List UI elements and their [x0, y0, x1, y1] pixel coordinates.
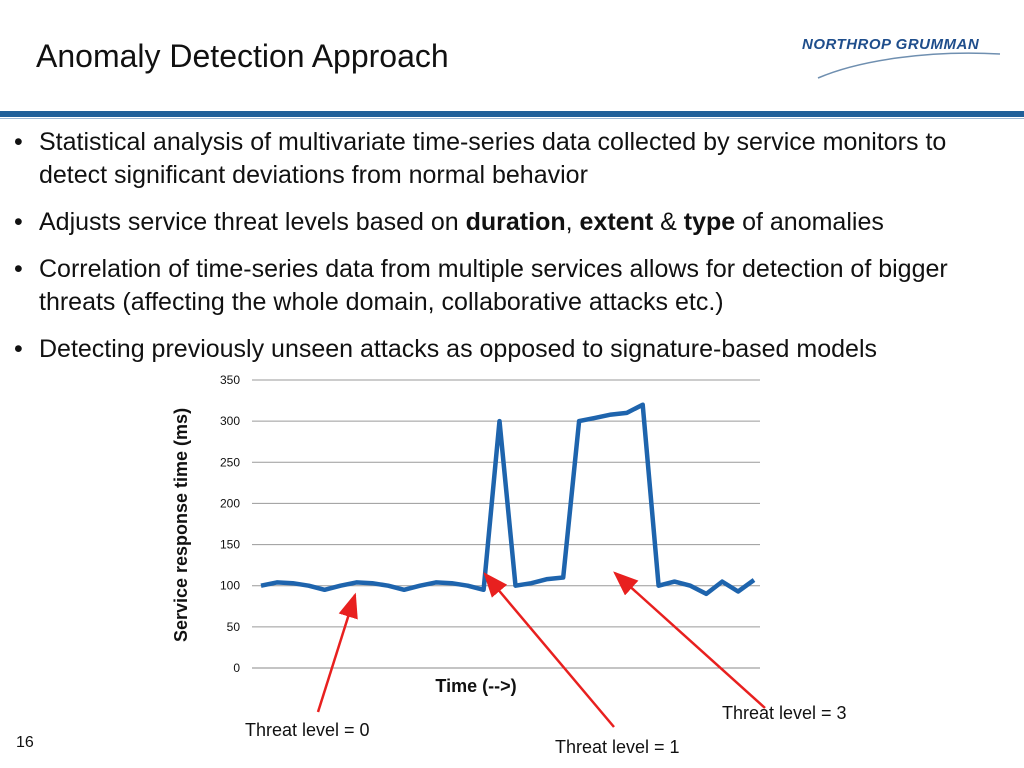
slide-title: Anomaly Detection Approach	[36, 38, 449, 74]
bold-extent: extent	[579, 208, 654, 236]
page-number: 16	[16, 734, 34, 751]
callout-threat-level-1: Threat level = 1	[555, 737, 680, 757]
bold-duration: duration	[465, 208, 566, 236]
arrow-threat-3	[615, 573, 765, 708]
bullet-separator: ,	[565, 208, 580, 236]
y-tick-labels	[220, 373, 240, 675]
y-tick-label: 350	[219, 373, 240, 387]
y-tick-label: 50	[226, 619, 240, 634]
bold-type: type	[683, 208, 736, 236]
bullet-separator: &	[653, 208, 684, 236]
y-tick-label: 250	[219, 455, 240, 470]
callout-arrows	[318, 573, 765, 727]
bullet-text: Detecting previously unseen attacks as opposed to signature-based models	[39, 335, 878, 363]
y-tick-label: 300	[219, 414, 240, 429]
callout-threat-level-0: Threat level = 0	[245, 720, 370, 740]
y-tick-label: 100	[219, 578, 240, 593]
callout-threat-level-3: Threat level = 3	[722, 703, 847, 723]
arrow-threat-1	[485, 574, 614, 727]
chart-grid	[252, 380, 760, 668]
arrow-threat-0	[318, 595, 355, 712]
x-axis-label: Time (-->)	[435, 676, 517, 696]
y-axis-label: Service response time (ms)	[171, 407, 191, 643]
y-tick-label: 0	[233, 661, 240, 675]
y-tick-label: 150	[219, 537, 240, 552]
logo-text: NORTHROP GRUMMAN	[802, 36, 980, 53]
bullet-text: of anomalies	[735, 208, 884, 236]
bullet-text: Adjusts service threat levels based on	[39, 208, 466, 236]
bullet-text: Correlation of time-series data from multiple services allows for detection of bigger threats (affecting the whole domain, collaborative attacks etc.)	[39, 255, 948, 316]
bullet-text: Statistical analysis of multivariate time-series data collected by service monitors to detect significant deviations from normal behavior	[39, 128, 947, 189]
series-line	[261, 405, 754, 594]
y-tick-label: 200	[219, 496, 240, 511]
